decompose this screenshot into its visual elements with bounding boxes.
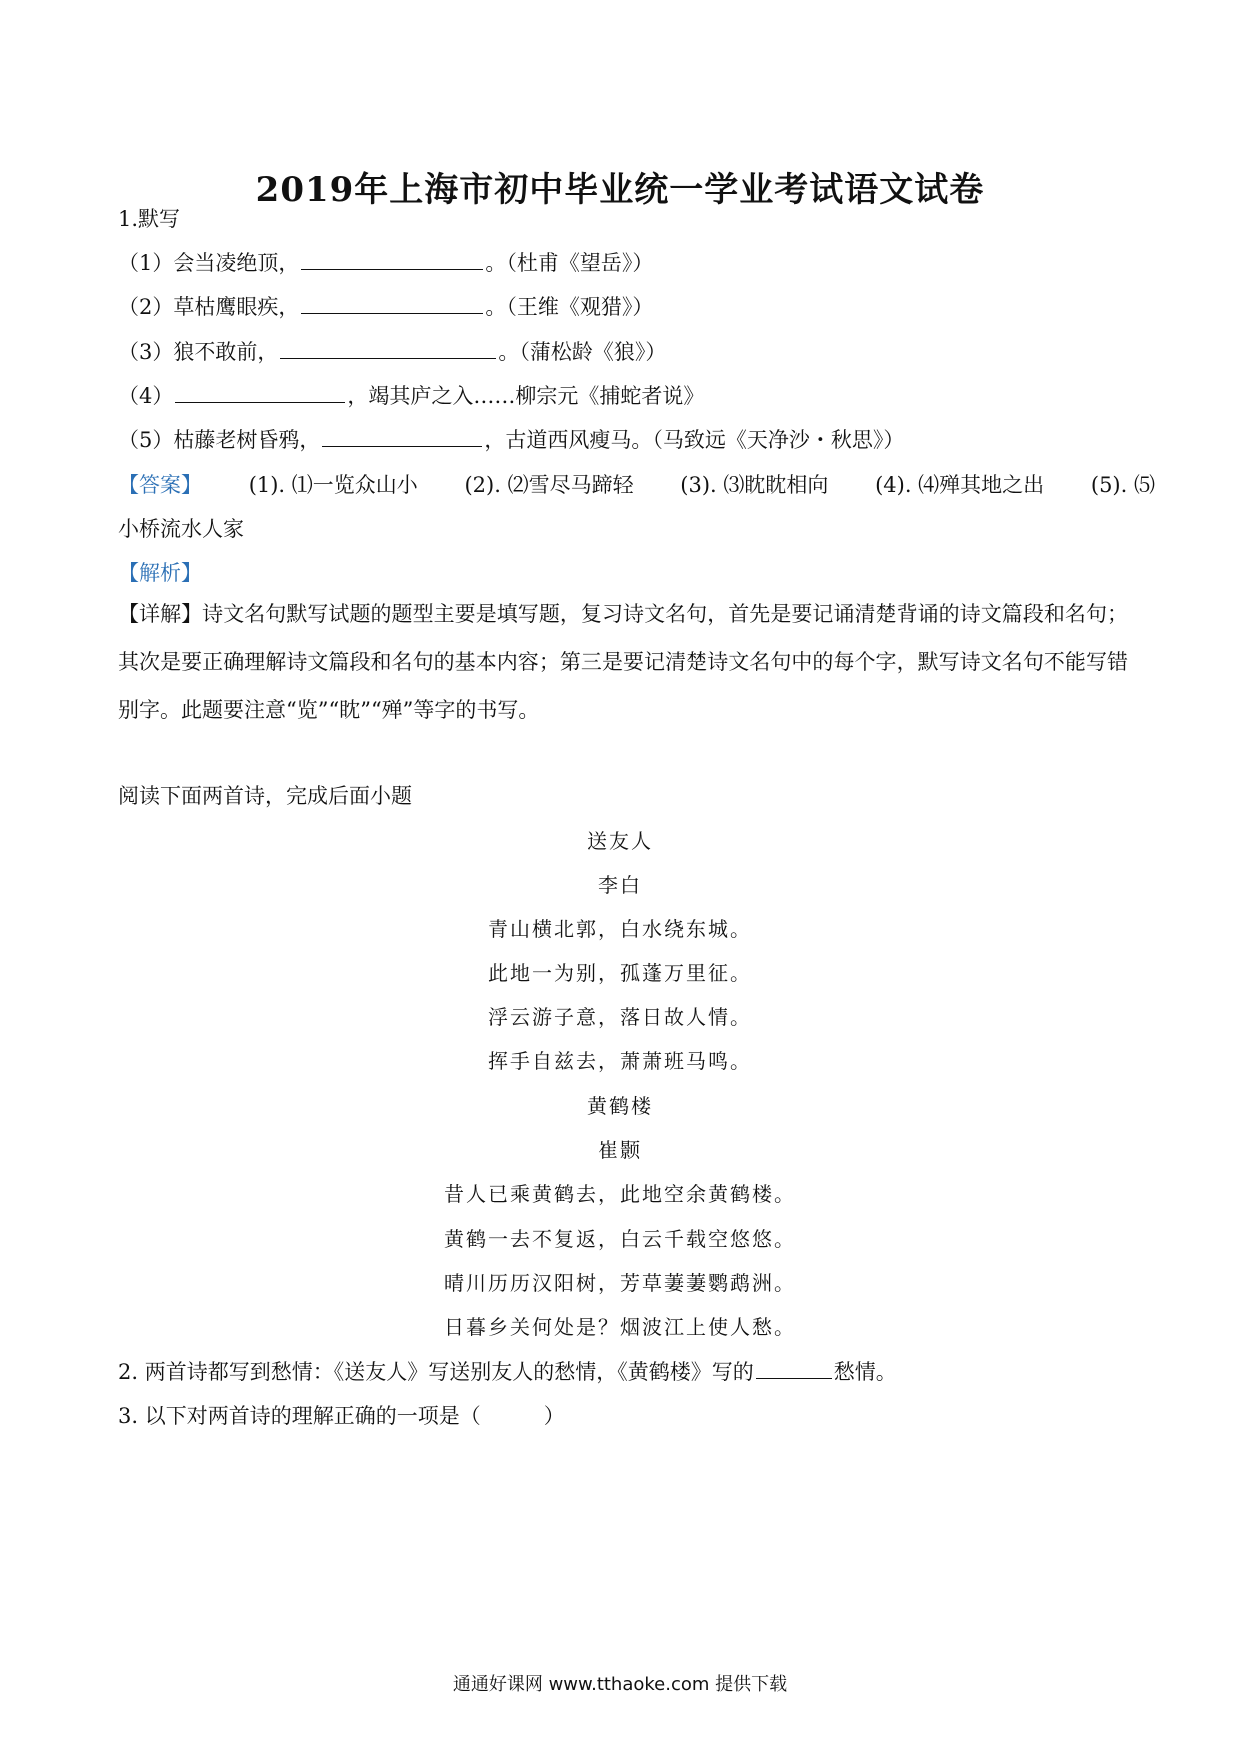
q1-item-1: [118, 247, 653, 277]
poem-1-line-1: 青山横北郭，白水绕东城。: [488, 917, 752, 941]
poem-2-line-2: 黄鹤一去不复返，白云千载空悠悠。: [444, 1227, 796, 1251]
answer-tag: 【答案】: [118, 473, 202, 497]
q1-item-1-prompt: （1）会当凌绝顶，: [118, 251, 300, 275]
question-2: [118, 1356, 897, 1386]
q1-item-3-blank: [280, 338, 496, 359]
poem-2-line-4: 日暮乡关何处是？烟波江上使人愁。: [444, 1315, 796, 1339]
poem-2-line-3: 晴川历历汉阳树，芳草萋萋鹦鹉洲。: [444, 1271, 796, 1295]
analysis-detail: [118, 590, 1128, 734]
q1-item-5-source: ，古道西风瘦马。（马致远《天净沙・秋思》）: [484, 428, 905, 452]
page-footer: 通通好课网 www.tthaoke.com 提供下载: [452, 1674, 788, 1695]
poem-1-title: 送友人: [587, 829, 653, 853]
page-title: 2019年上海市初中毕业统一学业考试语文试卷: [255, 170, 985, 210]
detail-tag: 【详解】: [118, 602, 203, 626]
q1-item-3: [118, 336, 666, 366]
q1-item-1-source: 。（杜甫《望岳》）: [485, 251, 654, 275]
poem-2-author: 崔颢: [598, 1138, 642, 1162]
q1-item-5: [118, 424, 904, 454]
q1-item-4-source: ，竭其庐之入……柳宗元《捕蛇者说》: [347, 384, 705, 408]
question-1-heading: 1.默写: [118, 207, 181, 231]
q1-item-2-blank: [301, 293, 483, 314]
analysis-tag: 【解析】: [118, 561, 202, 585]
q1-item-3-source: 。（蒲松龄《狼》）: [498, 340, 667, 364]
q1-item-4-blank: [175, 382, 345, 403]
q1-item-2-source: 。（王维《观猎》）: [485, 295, 654, 319]
q2-blank: [756, 1358, 832, 1379]
answer-item-1: (1). ⑴一览众山小: [248, 473, 418, 497]
q1-item-4-prompt: （4）: [118, 384, 174, 408]
poem-2-line-1: 昔人已乘黄鹤去，此地空余黄鹤楼。: [444, 1182, 796, 1206]
poem-1-author: 李白: [598, 873, 642, 897]
answer-item-4: (4). ⑷殚其地之出: [875, 473, 1045, 497]
q1-item-2: [118, 291, 653, 321]
answer-line: [118, 469, 1155, 499]
answer-continuation: 小桥流水人家: [118, 517, 244, 541]
q1-item-2-prompt: （2）草枯鹰眼疾，: [118, 295, 300, 319]
answer-item-5: (5). ⑸: [1090, 473, 1155, 497]
q1-item-5-blank: [322, 426, 482, 447]
poem-1-line-2: 此地一为别，孤蓬万里征。: [488, 961, 752, 985]
reading-intro: 阅读下面两首诗，完成后面小题: [118, 784, 412, 808]
q1-item-3-prompt: （3）狼不敢前，: [118, 340, 279, 364]
poem-1-line-3: 浮云游子意，落日故人情。: [488, 1005, 752, 1029]
poem-1-line-4: 挥手自兹去，萧萧班马鸣。: [488, 1049, 752, 1073]
answer-item-3: (3). ⑶眈眈相向: [680, 473, 829, 497]
q2-suffix: 愁情。: [833, 1360, 897, 1384]
q1-item-1-blank: [301, 249, 483, 270]
q1-item-4: [118, 380, 704, 410]
answer-item-2: (2). ⑵雪尽马蹄轻: [464, 473, 634, 497]
poem-2-title: 黄鹤楼: [587, 1094, 653, 1118]
detail-text: 诗文名句默写试题的题型主要是填写题，复习诗文名句，首先是要记诵清楚背诵的诗文篇段和名句；其次是要正确理解诗文篇段和名句的基本内容；第三是要记清楚诗文名句中的每个字，默写诗文名句不能写错别字。此题要注意“览”“眈”“殚”等字的书写。: [118, 602, 1128, 722]
question-3: 3. 以下对两首诗的理解正确的一项是（ ）: [118, 1404, 565, 1428]
q2-prompt: 2. 两首诗都写到愁情：《送友人》写送别友人的愁情，《黄鹤楼》写的: [118, 1360, 754, 1384]
q1-item-5-prompt: （5）枯藤老树昏鸦，: [118, 428, 321, 452]
